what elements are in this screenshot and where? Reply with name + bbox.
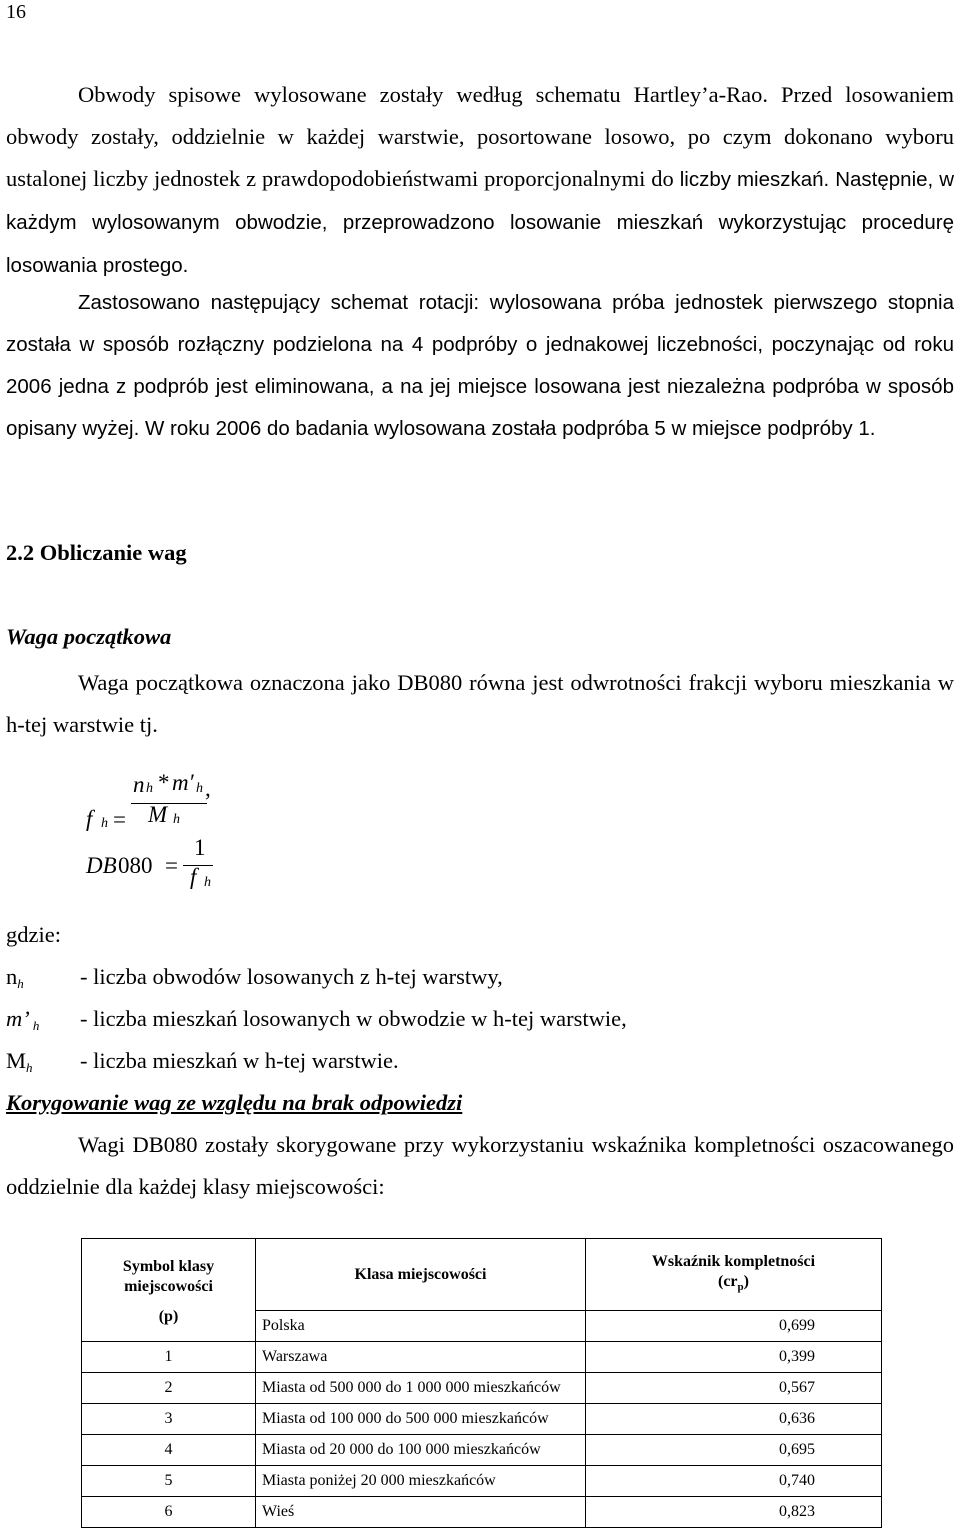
formula-fraction-line	[131, 803, 207, 804]
header-index	[586, 1239, 882, 1311]
table-cell-num: 6	[82, 1497, 256, 1528]
table-cell-num: 5	[82, 1466, 256, 1497]
formula-M: M	[148, 802, 168, 827]
table-cell-value: 0,823	[586, 1497, 882, 1528]
formula-one: 1	[194, 835, 206, 860]
paragraph-nonresponse: Wagi DB080 zostały skorygowane przy wykorzystaniu wskaźnika kompletności oszacowanego oddzielnie dla każdej klasy miejscowości:	[6, 1132, 954, 1199]
definition-symbol-m-sub: h	[32, 1018, 40, 1033]
table-header-row	[82, 1239, 882, 1311]
section-heading: 2.2 Obliczanie wag	[6, 540, 187, 565]
subsection-heading-initial-weight: Waga początkowa	[6, 624, 172, 649]
definition-symbol-n-text: n	[6, 964, 18, 989]
table-cell-num: 3	[82, 1404, 256, 1435]
formula-eq: =	[113, 807, 126, 832]
table-row	[82, 1497, 882, 1528]
table-row	[82, 1404, 882, 1435]
table-cell-num: 2	[82, 1373, 256, 1404]
definition-symbol-m	[6, 1006, 39, 1032]
table-cell-num: 4	[82, 1435, 256, 1466]
definition-symbol-M-sub: h	[26, 1060, 33, 1075]
paragraph-sampling-sans: liczby mieszkań. Następnie, w każdym wylosowanym obwodzie, przeprowadzono losowanie mieszkań wykorzystując procedurę losowania prostego.	[6, 168, 955, 277]
table-row	[82, 1373, 882, 1404]
table-cell-value: 0,636	[586, 1404, 882, 1435]
table-row	[82, 1466, 882, 1497]
completeness-table	[81, 1238, 882, 1528]
page-number: 16	[6, 1, 26, 23]
table-row	[82, 1342, 882, 1373]
header-index-sub: p	[737, 1281, 744, 1294]
table-cell-num: 1	[82, 1342, 256, 1373]
formula-db-eq: =	[165, 853, 178, 878]
definition-text-n: - liczba obwodów losowanych z h-tej warstwy,	[80, 964, 503, 989]
table-cell-value: 0,567	[586, 1373, 882, 1404]
paragraph-sampling-text: Obwody spisowe wylosowane zostały według schematu Hartley’a-Rao. Przed losowaniem obwody zostały, oddzielnie w każdej warstwie, posortowane losowo, po czym dokonano wyboru ustalonej liczby jednostek z prawdopodobieństwami proporcjonalnymi do	[6, 82, 954, 191]
table-cell-value: 0,740	[586, 1466, 882, 1497]
formula-db-num: 080	[118, 853, 153, 878]
table-cell-name: Miasta poniżej 20 000 mieszkańców	[256, 1466, 586, 1497]
definition-symbol-M	[6, 1048, 33, 1074]
formula-comma: ,	[205, 776, 211, 801]
table-cell-name: Polska	[256, 1311, 586, 1342]
formula-f-sub: h	[101, 816, 108, 831]
paragraph-initial-weight: Waga początkowa oznaczona jako DB080 równa jest odwrotności frakcji wyboru mieszkania w h-tej warstwie tj.	[6, 670, 954, 737]
header-index-text: Wskaźnik kompletności	[651, 1252, 816, 1270]
definition-text-M: - liczba mieszkań w h-tej warstwie.	[80, 1048, 399, 1073]
subsection-heading-nonresponse: Korygowanie wag ze względu na brak odpowiedzi	[6, 1090, 463, 1115]
definition-text-m: - liczba mieszkań losowanych w obwodzie w h-tej warstwie,	[80, 1006, 627, 1031]
paragraph-sampling	[6, 74, 954, 287]
formula-star: *	[158, 770, 170, 795]
formula-M-sub: h	[173, 812, 180, 827]
where-label: gdzie:	[6, 922, 61, 947]
definition-symbol-n-sub: h	[17, 976, 24, 991]
table-cell-name: Miasta od 100 000 do 500 000 mieszkańców	[256, 1404, 586, 1435]
formula-f: f	[86, 806, 93, 831]
formula-denominator-sub: h	[204, 875, 211, 890]
table-cell-value: 0,399	[586, 1342, 882, 1373]
formula-m: m′	[172, 770, 194, 795]
header-symbol-p: (p)	[158, 1308, 179, 1325]
formula-db: DB	[86, 853, 117, 878]
header-class: Klasa miejscowości	[256, 1239, 586, 1311]
table-cell-name: Miasta od 20 000 do 100 000 mieszkańców	[256, 1435, 586, 1466]
definition-symbol-n	[6, 964, 24, 990]
header-symbol	[82, 1239, 256, 1342]
table-cell-name: Wieś	[256, 1497, 586, 1528]
header-index-cr: (cr	[718, 1272, 738, 1290]
formula-n-sub: h	[146, 781, 153, 796]
table-cell-value: 0,699	[586, 1311, 882, 1342]
formula-denominator-f: f	[190, 864, 197, 889]
definition-symbol-m-text: m’	[6, 1006, 28, 1031]
formula-m-sub: h	[196, 781, 203, 796]
paragraph-rotation: Zastosowano następujący schemat rotacji: wylosowana próba jednostek pierwszego stopnia została w sposób rozłączny podzielona na 4 podpróby o jednakowej liczebności, poczynając od roku 2006 jedna z podprób jest eliminowana, a na jej miejsce losowana jest niezależna podpróba w sposób opisany wyżej. W roku 2006 do badania wylosowana została podpróba 5 w miejsce podpróby 1.	[6, 291, 954, 440]
header-symbol-text: Symbol klasy miejscowości	[122, 1258, 215, 1295]
definition-symbol-M-text: M	[6, 1048, 27, 1073]
header-index-close: )	[743, 1272, 749, 1290]
table-cell-value: 0,695	[586, 1435, 882, 1466]
table-cell-name: Warszawa	[256, 1342, 586, 1373]
table-row	[82, 1435, 882, 1466]
formula-db-fraction-line	[183, 865, 213, 866]
formula-n: n	[133, 772, 145, 797]
table-cell-name: Miasta od 500 000 do 1 000 000 mieszkańców	[256, 1373, 586, 1404]
